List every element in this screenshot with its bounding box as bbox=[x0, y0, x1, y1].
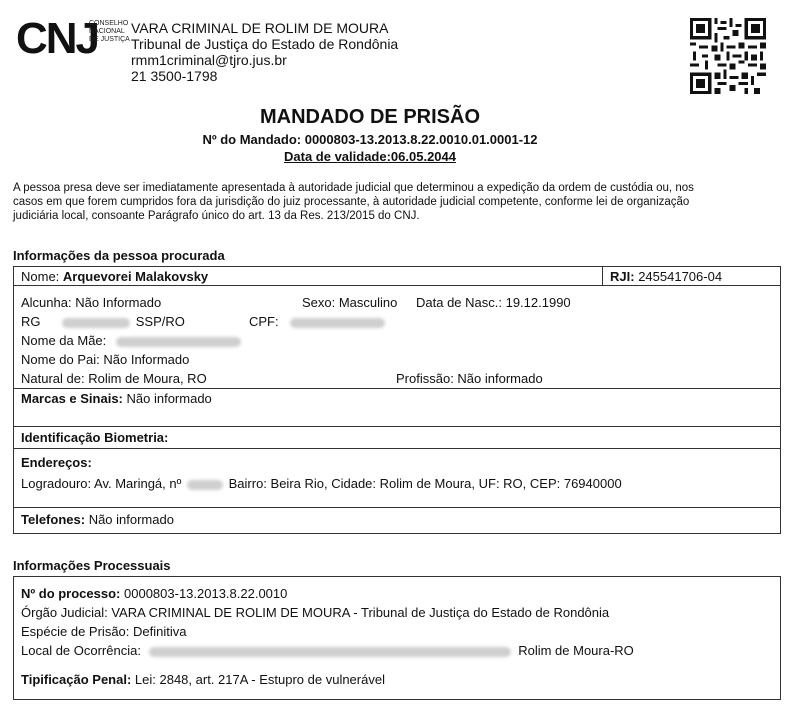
notice-line: casos em que forem cumpridos fora da jurisdição do juiz processante, à autoridade judicial competente, conforme lei de organização bbox=[13, 196, 690, 208]
mother-label: Nome da Mãe: bbox=[21, 333, 107, 348]
prison-kind: Espécie de Prisão: Definitiva bbox=[21, 624, 187, 639]
court-name: VARA CRIMINAL DE ROLIM DE MOURA bbox=[131, 20, 389, 36]
logo-sub-line: CONSELHO bbox=[89, 20, 129, 27]
redacted-place bbox=[149, 647, 511, 657]
name-label: Nome: bbox=[21, 269, 60, 284]
typing-value: Lei: 2848, art. 217A - Estupro de vulnerável bbox=[134, 672, 385, 687]
cpf-row bbox=[249, 314, 385, 329]
redacted-cpf bbox=[290, 318, 385, 328]
process-number-label: Nº do processo: bbox=[21, 586, 121, 601]
qr-code-icon bbox=[690, 18, 766, 94]
alias: Alcunha: Não Informado bbox=[21, 295, 162, 310]
redacted-rg bbox=[62, 318, 130, 328]
rg-row bbox=[21, 314, 185, 329]
rji-label: RJI: bbox=[610, 269, 635, 284]
address-suffix: Bairro: Beira Rio, Cidade: Rolim de Moura, UF: RO, CEP: 76940000 bbox=[228, 476, 622, 491]
mandate-number: Nº do Mandado: 0000803-13.2013.8.22.0010.01.0001-12 bbox=[202, 132, 538, 147]
place-suffix: Rolim de Moura-RO bbox=[518, 643, 634, 658]
redacted-mother bbox=[116, 337, 241, 347]
name-value: Arquevorei Malakovsky bbox=[62, 269, 209, 284]
logo-subtitle bbox=[89, 20, 130, 44]
divider bbox=[13, 426, 781, 427]
logo-text: CNJ bbox=[16, 14, 99, 63]
divider bbox=[602, 266, 603, 285]
typing-label: Tipificação Penal: bbox=[21, 672, 132, 687]
address-prefix: Logradouro: Av. Maringá, nº bbox=[21, 476, 182, 491]
divider bbox=[13, 507, 781, 508]
person-section-title: Informações da pessoa procurada bbox=[13, 248, 225, 263]
name-row bbox=[21, 269, 208, 284]
phones-row bbox=[21, 512, 174, 527]
birth-date: Data de Nasc.: 19.12.1990 bbox=[416, 295, 571, 310]
rji-value: 245541706-04 bbox=[638, 269, 723, 284]
court-email: rmm1criminal@tjro.jus.br bbox=[131, 52, 287, 68]
rg-issuer: SSP/RO bbox=[135, 314, 185, 329]
marks-value: Não informado bbox=[126, 391, 212, 406]
tribunal-name: Tribunal de Justiça do Estado de Rondônia bbox=[131, 36, 399, 52]
notice-line: judiciária local, consoante Parágrafo único do art. 13 da Res. 213/2015 do CNJ. bbox=[13, 210, 420, 222]
document-title: MANDADO DE PRISÃO bbox=[259, 106, 480, 128]
sex: Sexo: Masculino bbox=[302, 295, 398, 310]
place-label: Local de Ocorrência: bbox=[21, 643, 141, 658]
validity-date bbox=[0, 149, 770, 164]
court-header bbox=[131, 20, 398, 84]
father: Nome do Pai: Não Informado bbox=[21, 352, 190, 367]
marks-row bbox=[21, 391, 212, 406]
mother-row bbox=[21, 333, 241, 348]
profession: Profissão: Não informado bbox=[396, 371, 543, 386]
court-phone: 21 3500-1798 bbox=[131, 68, 218, 84]
address-row bbox=[21, 476, 622, 491]
notice-paragraph bbox=[13, 181, 694, 223]
process-number-value: 0000803-13.2013.8.22.0010 bbox=[124, 586, 288, 601]
logo-sub-line: DE JUSTIÇA bbox=[89, 36, 130, 43]
logo-sub-line: NACIONAL bbox=[89, 28, 125, 35]
process-section-title: Informações Processuais bbox=[13, 558, 171, 573]
phones-label: Telefones: bbox=[21, 512, 86, 527]
marks-label: Marcas e Sinais: bbox=[21, 391, 123, 406]
notice-line: A pessoa presa deve ser imediatamente apresentada à autoridade judicial que determinou a expedição da ordem de custódia ou, nos bbox=[13, 182, 694, 194]
divider bbox=[13, 448, 781, 449]
cnj-logo bbox=[16, 14, 98, 64]
redacted-number bbox=[187, 480, 223, 490]
judicial-organ: Órgão Judicial: VARA CRIMINAL DE ROLIM DE MOURA - Tribunal de Justiça do Estado de Rondônia bbox=[21, 605, 610, 620]
process-number-row bbox=[21, 586, 287, 601]
biometry-label: Identificação Biometria: bbox=[21, 430, 169, 445]
rg-label: RG bbox=[21, 314, 41, 329]
divider bbox=[13, 388, 781, 389]
phones-value: Não informado bbox=[88, 512, 174, 527]
natural: Natural de: Rolim de Moura, RO bbox=[21, 371, 207, 386]
cpf-label: CPF: bbox=[249, 314, 279, 329]
address-label: Endereços: bbox=[21, 455, 92, 470]
validity-text: Data de validade:06.05.2044 bbox=[284, 149, 456, 164]
typing-row bbox=[21, 672, 385, 687]
rji-row bbox=[610, 269, 722, 284]
divider bbox=[13, 285, 781, 286]
place-row bbox=[21, 643, 634, 658]
